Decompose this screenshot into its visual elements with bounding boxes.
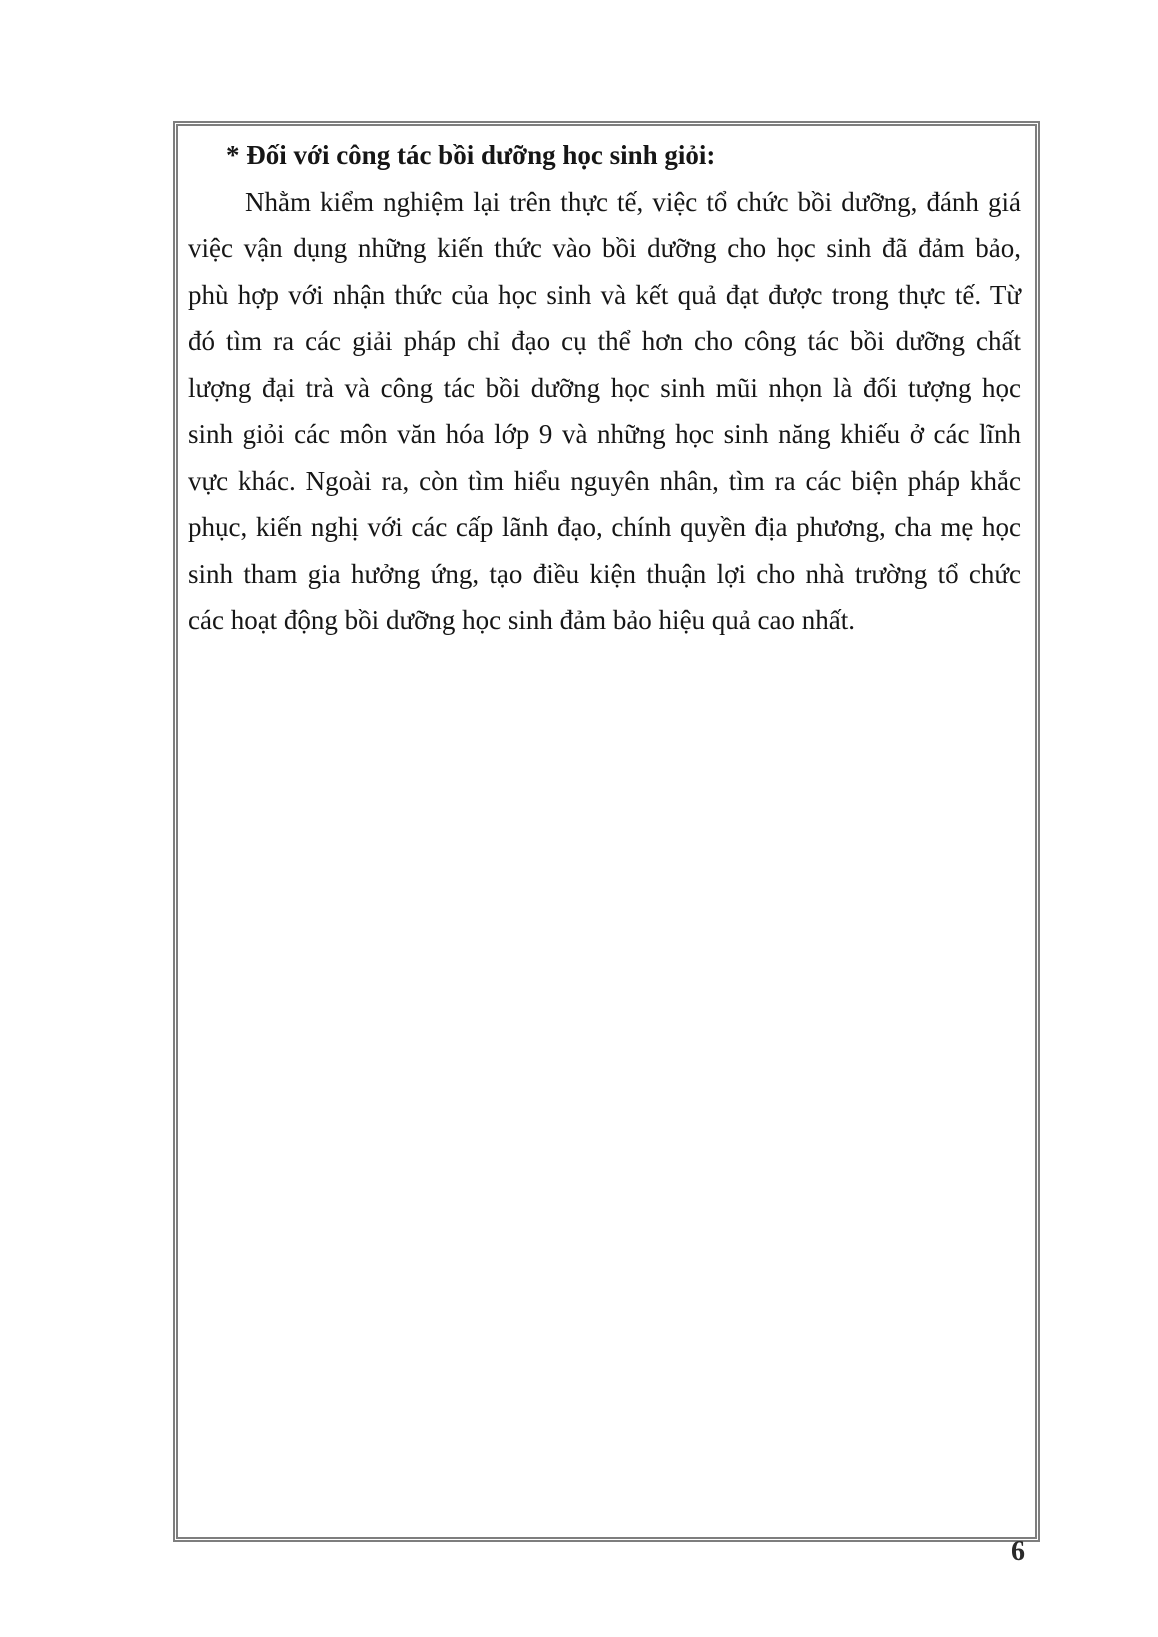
paragraph-line: Nhằm kiểm nghiệm lại trên thực tế, việc tổ chức bồi dưỡng, đánh giá bbox=[245, 186, 1021, 217]
paragraph-line: lượng đại trà và công tác bồi dưỡng học sinh mũi nhọn là đối tượng học bbox=[188, 372, 1021, 403]
paragraph-line: sinh tham gia hưởng ứng, tạo điều kiện thuận lợi cho nhà trường tổ chức bbox=[188, 558, 1021, 589]
paragraph-line: các hoạt động bồi dưỡng học sinh đảm bảo hiệu quả cao nhất. bbox=[188, 605, 855, 635]
section-heading: * Đối với công tác bồi dưỡng học sinh giỏi: bbox=[226, 140, 716, 170]
paragraph-line: phù hợp với nhận thức của học sinh và kết quả đạt được trong thực tế. Từ bbox=[188, 279, 1021, 310]
paragraph-line: vực khác. Ngoài ra, còn tìm hiểu nguyên nhân, tìm ra các biện pháp khắc bbox=[188, 465, 1021, 496]
page-content bbox=[188, 132, 1021, 644]
paragraph-line: việc vận dụng những kiến thức vào bồi dưỡng cho học sinh đã đảm bảo, bbox=[188, 233, 1021, 263]
page-border bbox=[173, 121, 1040, 1542]
paragraph-line: đó tìm ra các giải pháp chỉ đạo cụ thể hơn cho công tác bồi dưỡng chất bbox=[188, 326, 1021, 356]
paragraph-line: phục, kiến nghị với các cấp lãnh đạo, chính quyền địa phương, cha mẹ học bbox=[188, 512, 1021, 542]
paragraph-line: sinh giỏi các môn văn hóa lớp 9 và những học sinh năng khiếu ở các lĩnh bbox=[188, 419, 1021, 449]
page-number: 6 bbox=[1011, 1536, 1025, 1567]
